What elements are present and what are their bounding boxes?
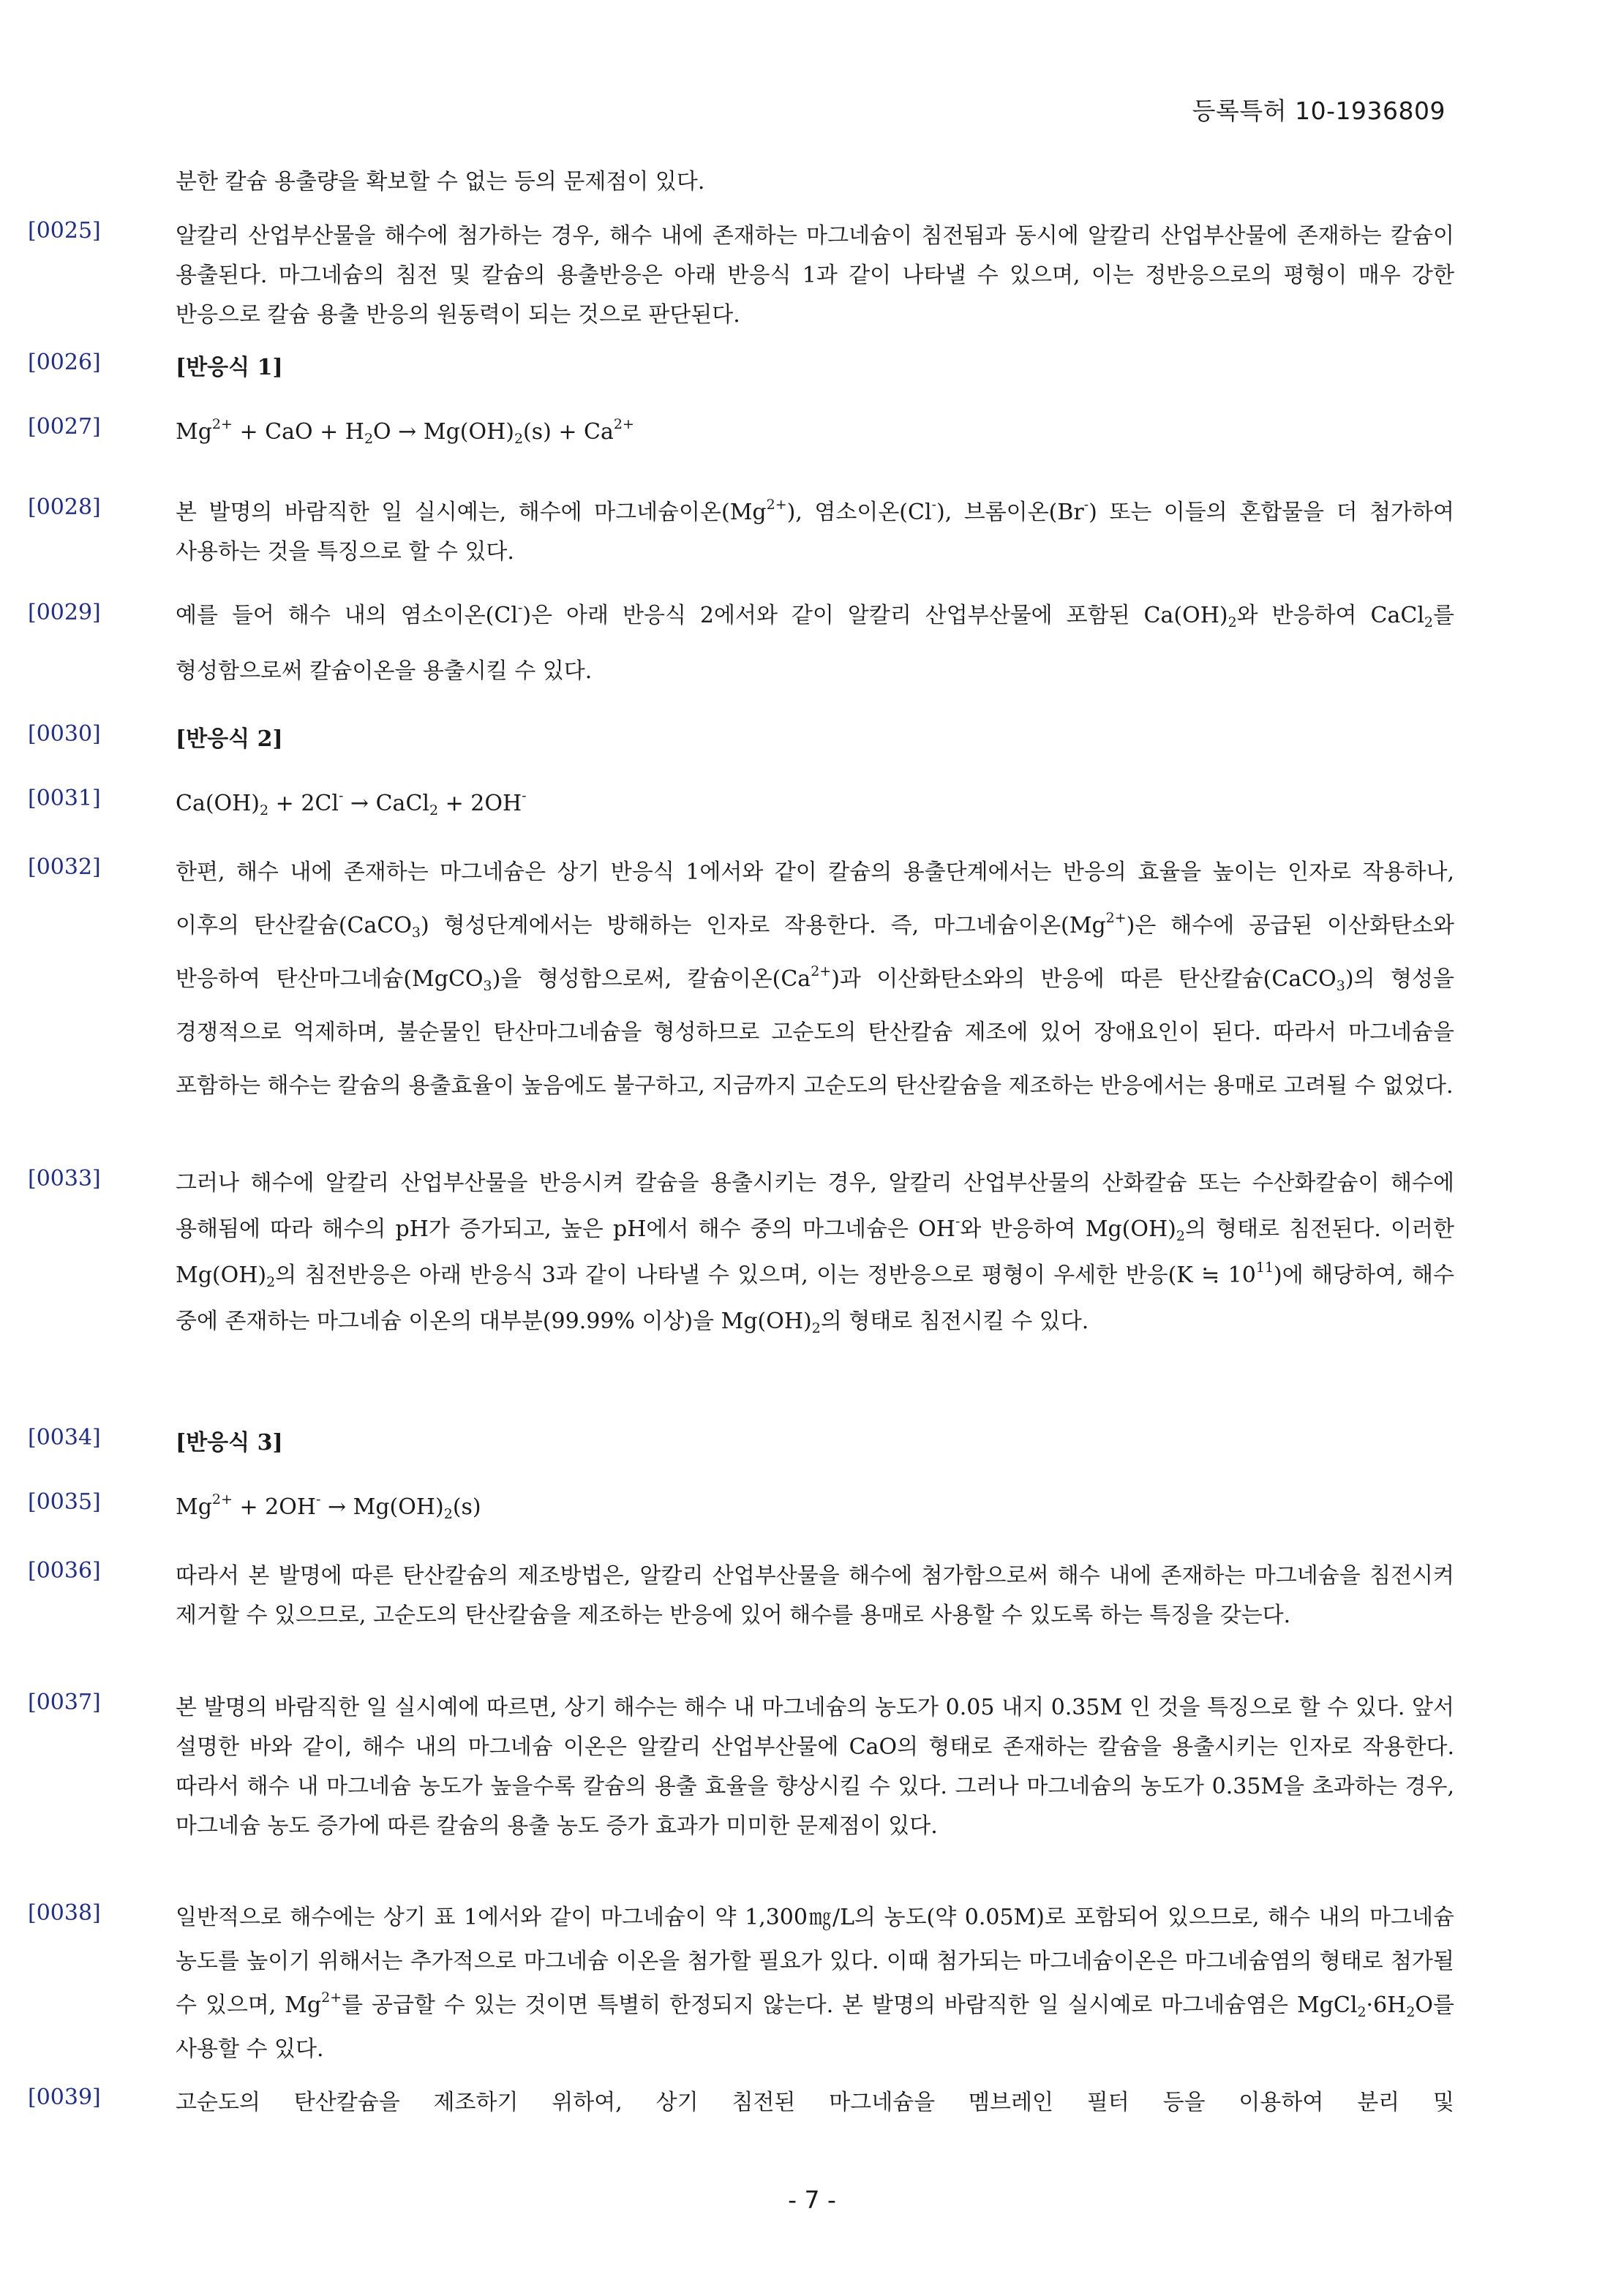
subscript: 2 bbox=[443, 1506, 453, 1522]
paragraph-text bbox=[176, 1896, 1454, 2071]
text-run: 를 공급할 수 있는 것이면 특별히 한정되지 않는다. 본 발명의 바람직한 일 실시예로 마그네슘염은 MgCl bbox=[342, 1992, 1358, 2018]
paragraph-text: 알칼리 산업부산물을 해수에 첨가하는 경우, 해수 내에 존재하는 마그네슘이 침전됨과 동시에 알칼리 산업부산물에 존재하는 칼슘이 용출된다. 마그네슘의 침전 및 칼슘의 용출반응은 아래 반응식 1과 같이 나타낼 수 있으며, 이는 정반응으로의 평형이 매우 강한 반응으로 칼슘 용출 반응의 원동력이 되는 것으로 판단된다. bbox=[176, 223, 1454, 328]
superscript: 2+ bbox=[211, 416, 233, 432]
text-run: 본 발명의 바람직한 일 실시예는, 해수에 마그네슘이온(Mg bbox=[176, 500, 767, 525]
text-run: 의 침전반응은 아래 반응식 3과 같이 나타낼 수 있으며, 이는 정반응으로 평형이 우세한 반응(K ≒ 10 bbox=[275, 1262, 1256, 1288]
subscript: 2 bbox=[1406, 2004, 1416, 2020]
paragraph-number: [0031] bbox=[28, 786, 101, 811]
subscript: 2 bbox=[1228, 614, 1237, 631]
equation-part: Mg bbox=[176, 1494, 212, 1520]
paragraph-text bbox=[176, 588, 1454, 699]
equation-part: → CaCl bbox=[343, 791, 429, 816]
text-run: 의 형태로 침전시킬 수 있다. bbox=[820, 1309, 1089, 1334]
subscript: 2 bbox=[1357, 2004, 1367, 2020]
equation-part: Ca(OH) bbox=[176, 791, 260, 816]
text-run: 한편, 해수 내에 존재하는 마그네슘은 상기 반응식 1에서와 같이 칼슘의 용출단계에서는 반응의 효율을 높이는 인자로 작용하나, 이후의 탄산칼슘(CaCO bbox=[176, 859, 1454, 938]
reaction-heading: [반응식 3] bbox=[176, 1430, 283, 1456]
paragraph-number: [0032] bbox=[28, 854, 101, 880]
subscript: 2 bbox=[266, 1274, 276, 1290]
equation-part: + 2OH bbox=[438, 791, 522, 816]
paragraph-text: 본 발명의 바람직한 일 실시예에 따르면, 상기 해수는 해수 내 마그네슘의 농도가 0.05 내지 0.35M 인 것을 특징으로 할 수 있다. 앞서 설명한 바와 같이, 해수 내의 마그네슘 이온은 알칼리 산업부산물에 CaO의 형태로 존재하는 칼슘을 용출시키는 인자로 작용한다. 따라서 해수 내 마그네슘 농도가 높을수록 칼슘의 용출 효율을 향상시킬 수 있다. 그러나 마그네슘의 농도가 0.35M을 초과하는 경우, 마그네슘 농도 증가에 따른 칼슘의 용출 농도 증가 효과가 미미한 문제점이 있다. bbox=[176, 1695, 1454, 1839]
paragraph-text bbox=[176, 493, 1454, 572]
superscript: 2+ bbox=[811, 963, 832, 979]
text-run: 의 형태로 침전된다. 이러한 Mg(OH) bbox=[176, 1216, 1454, 1288]
paragraph-number: [0026] bbox=[28, 350, 101, 375]
paragraph-text: 따라서 본 발명에 따른 탄산칼슘의 제조방법은, 알칼리 산업부산물을 해수에 첨가함으로써 해수 내에 존재하는 마그네슘을 침전시켜 제거할 수 있으므로, 고순도의 탄산칼슘을 제조하는 반응에 있어 해수를 용매로 사용할 수 있도록 하는 특징을 갖는다. bbox=[176, 1563, 1454, 1628]
text-run: 를 형성함으로써 칼슘이온을 용출시킬 수 있다. bbox=[176, 603, 1454, 684]
paragraph-number: [0030] bbox=[28, 721, 101, 747]
paragraph-text: 고순도의 탄산칼슘을 제조하기 위하여, 상기 침전된 마그네슘을 멤브레인 필터 등을 이용하여 분리 및 bbox=[176, 2090, 1454, 2115]
subscript: 2 bbox=[260, 802, 269, 818]
text-run: )은 아래 반응식 2에서와 같이 알칼리 산업부산물에 포함된 Ca(OH) bbox=[522, 603, 1228, 628]
paragraph-number: [0034] bbox=[28, 1425, 101, 1450]
text-run: 와 반응하여 CaCl bbox=[1236, 603, 1424, 628]
paragraph-number: [0025] bbox=[28, 218, 101, 244]
superscript: 2+ bbox=[766, 497, 787, 513]
paragraph-text: 분한 칼슘 용출량을 확보할 수 없는 등의 문제점이 있다. bbox=[176, 169, 705, 195]
text-run: )을 형성함으로써, 칼슘이온(Ca bbox=[492, 966, 811, 992]
text-run: O를 사용할 수 있다. bbox=[176, 1992, 1454, 2062]
paragraph-number: [0036] bbox=[28, 1558, 101, 1584]
text-run: )의 형성을 경쟁적으로 억제하며, 불순물인 탄산마그네슘을 형성하므로 고순도의 탄산칼슘 제조에 있어 장애요인이 된다. 따라서 마그네슘을 포함하는 해수는 칼슘의 용출효율이 높음에도 불구하고, 지금까지 고순도의 탄산칼슘을 제조하는 반응에서는 용매로 고려될 수 없었다. bbox=[176, 966, 1454, 1099]
subscript: 2 bbox=[364, 431, 374, 447]
equation-part: + 2OH bbox=[232, 1494, 316, 1520]
superscript: - bbox=[1083, 497, 1089, 513]
subscript: 2 bbox=[429, 802, 439, 818]
superscript: 2+ bbox=[211, 1491, 233, 1508]
equation-part: Mg bbox=[176, 419, 212, 445]
superscript: - bbox=[338, 788, 344, 804]
text-run: ) 형성단계에서는 방해하는 인자로 작용한다. 즉, 마그네슘이온(Mg bbox=[421, 913, 1106, 938]
equation-part: (s) bbox=[452, 1494, 481, 1520]
superscript: - bbox=[931, 497, 936, 513]
equation-part: → Mg(OH) bbox=[320, 1494, 444, 1520]
text-run: ) 또는 이들의 혼합물을 더 첨가하여 사용하는 것을 특징으로 할 수 있다. bbox=[176, 500, 1455, 565]
equation-part: (s) + Ca bbox=[523, 419, 614, 445]
text-run: )과 이산화탄소와의 반응에 따른 탄산칼슘(CaCO bbox=[831, 966, 1337, 992]
superscript: 11 bbox=[1255, 1260, 1274, 1276]
text-run: )은 해수에 공급된 이산화탄소와 반응하여 탄산마그네슘(MgCO bbox=[176, 913, 1454, 992]
text-run: ), 염소이온(Cl bbox=[786, 500, 932, 525]
superscript: - bbox=[955, 1213, 961, 1230]
page-number: - 7 - bbox=[788, 2186, 836, 2214]
text-run: 일반적으로 해수에는 상기 표 1에서와 같이 마그네슘이 약 1,300㎎/L의 농도(약 0.05M)로 포함되어 있으므로, 해수 내의 마그네슘 농도를 높이기 위해서는 추가적으로 마그네슘 이온을 첨가할 필요가 있다. 이때 첨가되는 마그네슘이온은 마그네슘염의 형태로 첨가될 수 있으며, Mg bbox=[176, 1905, 1454, 2018]
paragraph-number: [0028] bbox=[28, 494, 101, 520]
superscript: - bbox=[316, 1491, 321, 1508]
text-run: ), 브롬이온(Br bbox=[936, 500, 1084, 525]
paragraph-number: [0035] bbox=[28, 1489, 101, 1515]
subscript: 3 bbox=[483, 978, 492, 994]
paragraph-number: [0027] bbox=[28, 414, 101, 440]
superscript: 2+ bbox=[321, 1990, 342, 2006]
subscript: 2 bbox=[514, 431, 524, 447]
paragraph-number: [0029] bbox=[28, 600, 101, 625]
paragraph-number: [0037] bbox=[28, 1690, 101, 1715]
subscript: 3 bbox=[1336, 978, 1345, 994]
text-run: 와 반응하여 Mg(OH) bbox=[960, 1216, 1176, 1242]
text-run: 그러나 해수에 알칼리 산업부산물을 반응시켜 칼슘을 용출시키는 경우, 알칼리 산업부산물의 산화칼슘 또는 수산화칼슘이 해수에 용해됨에 따라 해수의 pH가 증가되고, 높은 pH에서 해수 중의 마그네슘은 OH bbox=[176, 1170, 1454, 1242]
subscript: 2 bbox=[811, 1320, 821, 1336]
paragraph-number: [0038] bbox=[28, 1900, 101, 1926]
patent-number-header: 등록특허 10-1936809 bbox=[1192, 97, 1446, 125]
superscript: - bbox=[517, 600, 523, 616]
text-run: ·6H bbox=[1366, 1992, 1407, 2018]
reaction-equation bbox=[176, 784, 1454, 824]
subscript: 3 bbox=[411, 925, 421, 941]
superscript: - bbox=[522, 788, 527, 804]
superscript: 2+ bbox=[613, 416, 634, 432]
subscript: 2 bbox=[1424, 614, 1434, 631]
equation-part: + CaO + H bbox=[232, 419, 364, 445]
reaction-equation bbox=[176, 1488, 1454, 1527]
paragraph-number: [0033] bbox=[28, 1166, 101, 1192]
subscript: 2 bbox=[1176, 1228, 1185, 1244]
equation-part: + 2Cl bbox=[268, 791, 339, 816]
reaction-equation bbox=[176, 413, 1454, 452]
reaction-heading: [반응식 2] bbox=[176, 726, 283, 752]
text-run: )에 해당하여, 해수 중에 존재하는 마그네슘 이온의 대부분(99.99% 이상)을 Mg(OH) bbox=[176, 1262, 1454, 1334]
paragraph-text bbox=[176, 846, 1454, 1113]
paragraph-number: [0039] bbox=[28, 2085, 101, 2110]
equation-part: O → Mg(OH) bbox=[373, 419, 514, 445]
paragraph-text bbox=[176, 1160, 1454, 1344]
text-run: 예를 들어 해수 내의 염소이온(Cl bbox=[176, 603, 518, 628]
reaction-heading: [반응식 1] bbox=[176, 355, 283, 380]
superscript: 2+ bbox=[1105, 910, 1127, 926]
